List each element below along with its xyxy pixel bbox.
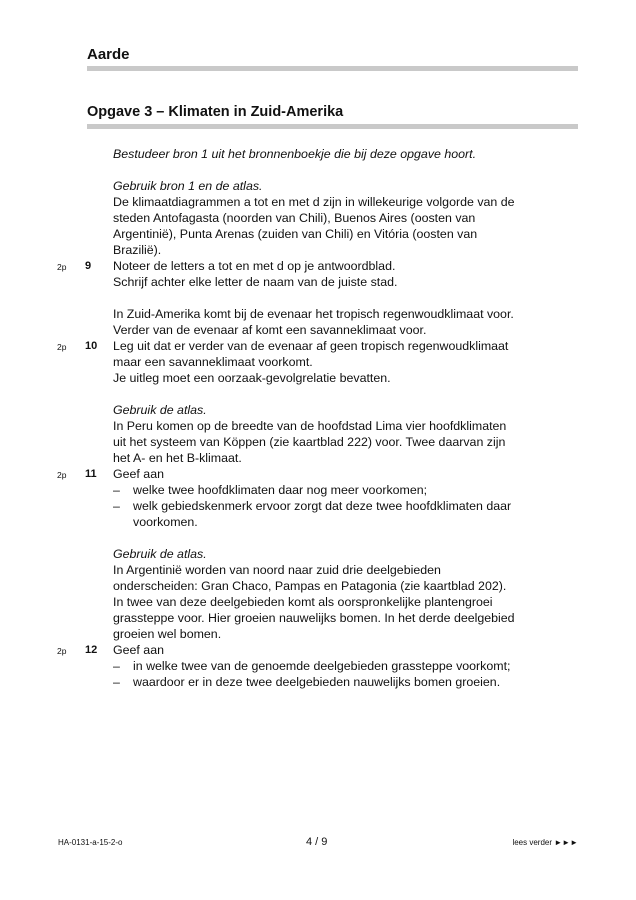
q12-bullet: – in welke twee van de genoemde deelgebieden grassteppe voorkomt; xyxy=(113,659,511,673)
exercise-title: Opgave 3 – Klimaten in Zuid-Amerika xyxy=(87,104,344,120)
q11-context-line: uit het systeem van Köppen (zie kaartblad 222) voor. Twee daarvan zijn xyxy=(113,435,506,449)
q10-question-line: Leg uit dat er verder van de evenaar af geen tropisch regenwoudklimaat xyxy=(113,339,509,353)
q12-bullet: – waardoor er in deze twee deelgebieden nauwelijks bomen groeien. xyxy=(113,675,501,689)
q10-question-line: maar een savanneklimaat voorkomt. xyxy=(113,355,313,369)
q9-points: 2p xyxy=(57,262,67,272)
q11-instruction: Gebruik de atlas. xyxy=(113,403,207,417)
exam-content xyxy=(57,146,563,690)
q9-question-line: Noteer de letters a tot en met d op je antwoordblad. xyxy=(113,259,396,273)
continue-indicator: lees verder ►►► xyxy=(512,838,578,847)
dash-marker: – xyxy=(113,659,120,673)
title-divider xyxy=(87,124,578,129)
q11-points: 2p xyxy=(57,470,67,480)
q10-context-line: In Zuid-Amerika komt bij de evenaar het tropisch regenwoudklimaat voor. xyxy=(113,307,514,321)
dash-marker: – xyxy=(113,483,120,497)
q12-context-line: In twee van deze deelgebieden komt als oorspronkelijke plantengroei xyxy=(113,595,493,609)
q11-context-line: In Peru komen op de breedte van de hoofdstad Lima vier hoofdklimaten xyxy=(113,419,507,433)
q12-context-line: groeien wel bomen. xyxy=(113,627,222,641)
q12-context-line: onderscheiden: Gran Chaco, Pampas en Patagonia (zie kaartblad 202). xyxy=(113,579,507,593)
intro-instruction: Bestudeer bron 1 uit het bronnenboekje die bij deze opgave hoort. xyxy=(113,147,477,161)
q9-question-line: Schrijf achter elke letter de naam van de juiste stad. xyxy=(113,275,398,289)
q11-context-line: het A- en het B-klimaat. xyxy=(113,451,242,465)
q9-context-line: steden Antofagasta (noorden van Chili), Buenos Aires (oosten van xyxy=(113,211,476,225)
q9-context-line: Argentinië), Punta Arenas (zuiden van Chili) en Vitória (oosten van xyxy=(113,227,478,241)
q10-points: 2p xyxy=(57,342,67,352)
q12-points: 2p xyxy=(57,646,67,656)
q9-number: 9 xyxy=(85,260,92,272)
q12-number: 12 xyxy=(85,644,98,656)
q12-question: Geef aan xyxy=(113,643,164,657)
document-code: HA-0131-a-15-2-o xyxy=(58,838,123,847)
q11-bullet: – welk gebiedskenmerk ervoor zorgt dat deze twee hoofdklimaten daar xyxy=(113,499,512,513)
q12-context-line: grassteppe voor. Hier groeien nauwelijks bomen. In het derde deelgebied xyxy=(113,611,515,625)
header-divider xyxy=(87,66,578,71)
q10-context-line: Verder van de evenaar af komt een savanneklimaat voor. xyxy=(113,323,427,337)
q9-instruction: Gebruik bron 1 en de atlas. xyxy=(113,179,263,193)
q9-context-line: Brazilië). xyxy=(113,243,162,257)
q11-bullet-continuation: voorkomen. xyxy=(133,515,198,529)
q10-question-line: Je uitleg moet een oorzaak-gevolgrelatie bevatten. xyxy=(113,371,391,385)
q11-number: 11 xyxy=(85,468,97,480)
dash-marker: – xyxy=(113,675,120,689)
q12-instruction: Gebruik de atlas. xyxy=(113,547,207,561)
page-number: 4 / 9 xyxy=(306,836,328,848)
q10-number: 10 xyxy=(85,340,98,352)
q12-context-line: In Argentinië worden van noord naar zuid drie deelgebieden xyxy=(113,563,441,577)
dash-marker: – xyxy=(113,499,120,513)
subject-heading: Aarde xyxy=(87,46,130,63)
q9-context-line: De klimaatdiagrammen a tot en met d zijn in willekeurige volgorde van de xyxy=(113,195,515,209)
q11-bullet: – welke twee hoofdklimaten daar nog meer voorkomen; xyxy=(113,483,428,497)
q11-question: Geef aan xyxy=(113,467,164,481)
